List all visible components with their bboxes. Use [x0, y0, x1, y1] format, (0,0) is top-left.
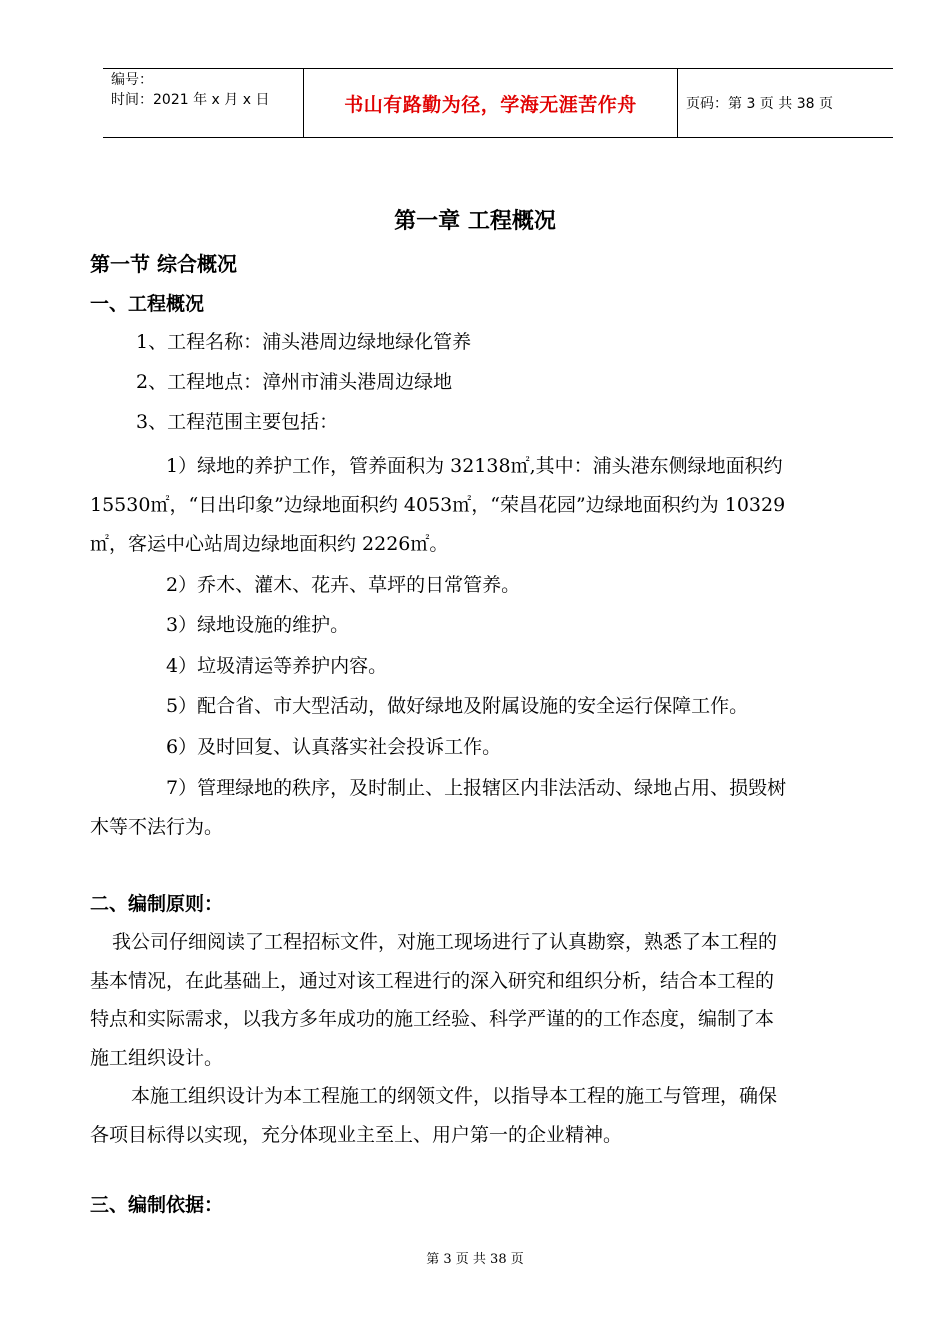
principle-p1-line2: 基本情况，在此基础上，通过对该工程进行的深入研究和组织分析，结合本工程的 — [90, 970, 775, 992]
scope-item-6: 6）及时回复、认真落实社会投诉工作。 — [166, 736, 502, 758]
section-title: 第一节 综合概况 — [90, 252, 237, 276]
header-meta-cell — [103, 69, 304, 137]
principle-p1-line4: 施工组织设计。 — [90, 1047, 224, 1069]
document-number: 编号： — [111, 72, 153, 88]
scope-item-4: 4）垃圾清运等养护内容。 — [166, 655, 388, 677]
project-location: 2、工程地点：漳州市浦头港周边绿地 — [136, 371, 453, 393]
part2-heading: 二、编制原则： — [90, 893, 224, 915]
principle-p1-line3: 特点和实际需求，以我方多年成功的施工经验、科学严谨的的工作态度，编制了本 — [90, 1008, 775, 1030]
principle-p2-line1: 本施工组织设计为本工程施工的纲领文件，以指导本工程的施工与管理，确保 — [131, 1085, 778, 1107]
scope-item-1-line2: 15530㎡，“日出印象”边绿地面积约 4053㎡，“荣昌花园”边绿地面积约为 10329 — [90, 494, 786, 516]
scope-item-7-line2: 木等不法行为。 — [90, 816, 224, 838]
header-page-info: 页码：第 3 页 共 38 页 — [686, 96, 833, 112]
principle-p1-line1: 我公司仔细阅读了工程招标文件，对施工现场进行了认真勘察，熟悉了本工程的 — [112, 931, 778, 953]
page-header — [103, 68, 893, 138]
scope-item-3: 3）绿地设施的维护。 — [166, 614, 350, 636]
part1-heading: 一、工程概况 — [90, 293, 205, 315]
scope-item-5: 5）配合省、市大型活动，做好绿地及附属设施的安全运行保障工作。 — [166, 695, 749, 717]
scope-item-2: 2）乔木、灌木、花卉、草坪的日常管养。 — [166, 574, 521, 596]
project-scope: 3、工程范围主要包括： — [136, 411, 339, 433]
document-time: 时间：2021 年 x 月 x 日 — [111, 92, 270, 108]
project-name: 1、工程名称：浦头港周边绿地绿化管养 — [136, 331, 472, 353]
principle-p2-line2: 各项目标得以实现，充分体现业主至上、用户第一的企业精神。 — [90, 1124, 623, 1146]
scope-item-1-line1: 1）绿地的养护工作，管养面积为 32138㎡,其中：浦头港东侧绿地面积约 — [166, 455, 783, 477]
scope-item-1-line3: ㎡，客运中心站周边绿地面积约 2226㎡。 — [90, 533, 449, 555]
header-motto: 书山有路勤为径，学海无涯苦作舟 — [304, 69, 678, 137]
scope-item-7-line1: 7）管理绿地的秩序，及时制止、上报辖区内非法活动、绿地占用、损毁树 — [166, 777, 787, 799]
page-footer: 第 3 页 共 38 页 — [426, 1252, 524, 1267]
chapter-title: 第一章 工程概况 — [394, 209, 556, 234]
part3-heading: 三、编制依据： — [90, 1194, 224, 1216]
